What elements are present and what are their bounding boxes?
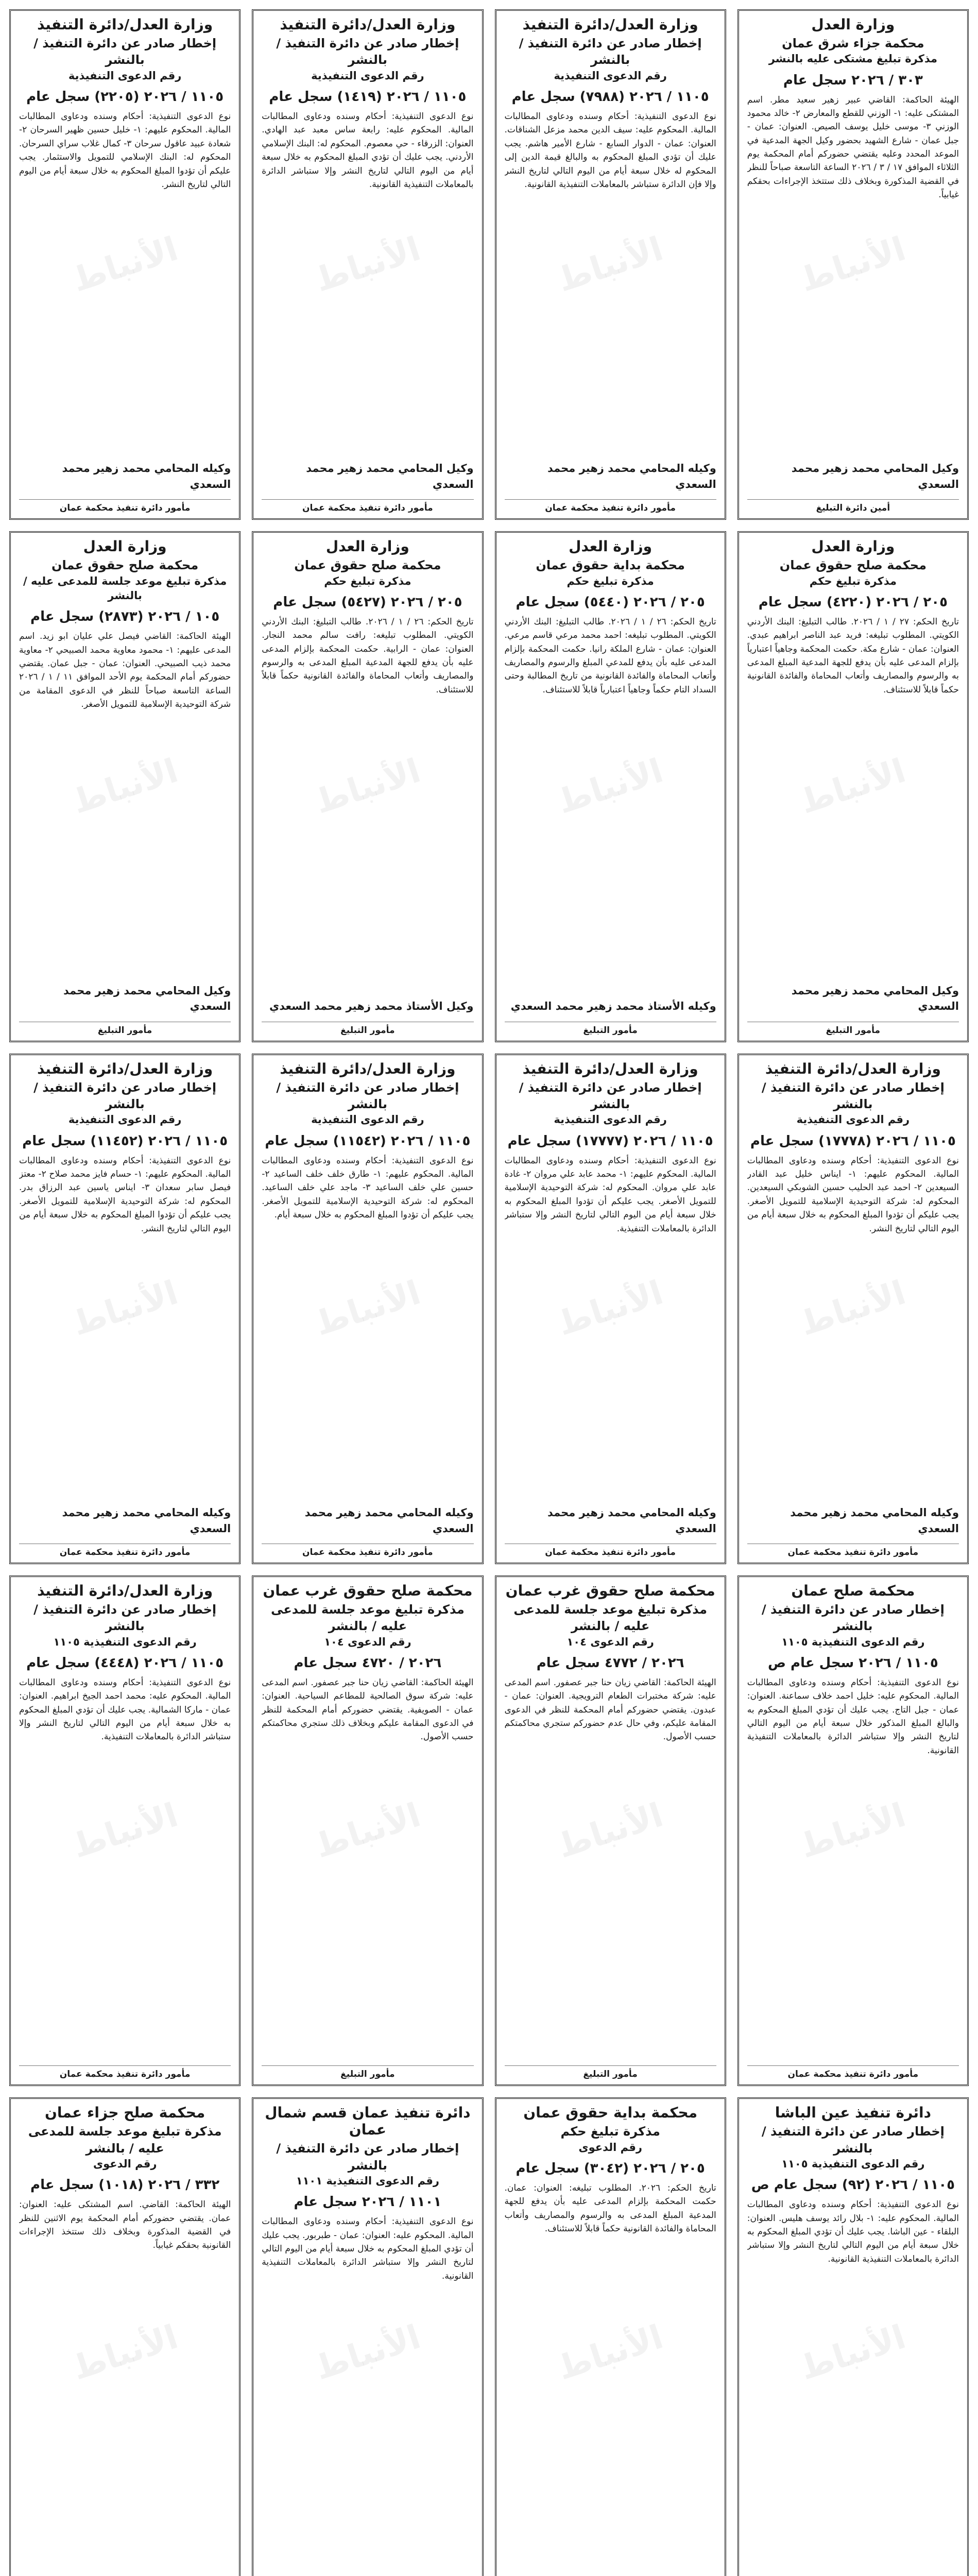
signature-line: مأمور التبليغ [505,2065,716,2079]
case-number: ٣٣٢ / ٢٠٢٦ (١٠١٨) سجل عام [30,2177,220,2193]
signature-line: مأمور دائرة تنفيذ محكمة عمان [262,499,473,513]
legal-notice [737,9,969,520]
notice-type: رقم الدعوى التنفيذية [554,1113,667,1126]
notice-type: رقم الدعوى ١٠٤ [324,1635,411,1648]
legal-notice [737,531,969,1042]
legal-notice [495,1575,726,2086]
signature-line: مأمور دائرة تنفيذ محكمة عمان [19,1544,231,1557]
issuing-authority: مذكرة تبليغ موعد جلسة للمدعى عليه / بالنشر [271,1602,465,1634]
ministry-heading: دائرة تنفيذ عمان قسم شمال عمان [265,2104,471,2139]
newspaper-watermark: الأنباط [310,2318,425,2388]
issuing-authority: إخطار صادر عن دائرة التنفيذ / بالنشر [33,36,217,67]
attorney-line: وكيله المحامي محمد زهير محمد السعدي [790,1506,959,1535]
notice-body: نوع الدعوى التنفيذية: أحكام وسنده ودعاوى المطالبات المالية. المحكوم عليه: سيف الدين محمد مزعل الشناقات. العنوان: عمان - الدوار السابع - شارع الأمير هاشم. يجب عليك أن تؤدي المبلغ المحكوم به والبالغ قيمة الدين إلى المحكوم له خلال سبعة أيام من اليوم التالي لتاريخ النشر وإلا فإن الدائرة ستباشر بالمعاملات التنفيذية القانونية. [504,111,716,190]
signature-line: مأمور دائرة تنفيذ محكمة عمان [19,499,231,513]
notice-type: مذكرة تبليغ مشتكى عليه بالنشر [768,53,938,65]
notice-type: رقم الدعوى التنفيذية [68,69,182,82]
notice-type: رقم الدعوى التنفيذية [554,69,667,82]
legal-notice [252,531,483,1042]
attorney-line: وكيله الأستاذ محمد زهير محمد السعدي [510,1000,716,1013]
ministry-heading: وزارة العدل/دائرة التنفيذ [37,16,213,33]
attorney-line: وكيل المحامي محمد زهير محمد السعدي [791,984,959,1013]
case-number: ١٠٥ / ٢٠٢٦ (٢٨٧٣) سجل عام [30,609,220,625]
ministry-heading: وزارة العدل/دائرة التنفيذ [522,16,698,33]
notice-type: رقم الدعوى التنفيذية [311,69,424,82]
issuing-authority: إخطار صادر عن دائرة التنفيذ / بالنشر [33,1080,217,1112]
newspaper-watermark: الأنباط [310,1795,425,1866]
legal-notice [9,1575,241,2086]
signature-line: أمين دائرة التبليغ [747,499,959,513]
notice-body: نوع الدعوى التنفيذية: أحكام وسنده ودعاوى المطالبات المالية. المحكوم عليهم: ١- ايناس خليل عبد القادر السيعدين ٢- احمد عبد الحليب حسين الشوبكي السيعدين. المحكوم له: شركة التوحيدية الإسلامية للتمويل الأصغر. يجب عليكم أن تؤدوا المبلغ المحكوم به خلال سبعة أيام من اليوم التالي لتاريخ النشر. [747,1155,959,1234]
legal-notice [495,9,726,520]
notice-body: الهيئة الحاكمة: القاضي فيصل علي عليان ابو زيد. اسم المدعى عليهم: ١- محمود معاوية محمد الصبيحي ٢- معاوية محمد ذيب الصبيحي. العنوان: عمان - جبل عمان. يقتضي حضوركم أمام المحكمة يوم الأحد الموافق ١١ / ١ / ٢٠٢٦ الساعة التاسعة صباحاً للنظر في الدعوى المقامة من شركة التوحيدية الإسلامية للتمويل الأصغر. [19,631,231,710]
newspaper-watermark: الأنباط [310,229,425,300]
case-number: ١١٠٥ / ٢٠٢٦ (٢٢٠٥) سجل عام [26,89,224,105]
legal-notice [737,1054,969,1564]
attorney-line: وكيله المحامي محمد زهير محمد السعدي [62,462,231,490]
newspaper-watermark: الأنباط [310,1274,425,1344]
signature-line: مأمور دائرة تنفيذ محكمة عمان [747,1544,959,1557]
issuing-authority: محكمة صلح حقوق عمان [294,558,441,573]
ministry-heading: محكمة صلح حقوق غرب عمان [505,1582,715,1599]
notice-body: تاريخ الحكم: ٢٠٢٦. المطلوب تبليغه: العنوان: عمان. حكمت المحكمة بإلزام المدعى عليه بأن يدفع للجهة المدعية المبلغ المدعى به والرسوم والمصاريف وأتعاب المحاماة والفائدة القانونية حكماً قابلاً للاستئناف. [504,2183,716,2234]
legal-notice [252,1054,483,1564]
notice-body: الهيئة الحاكمة: القاضي. اسم المشتكى عليه: العنوان: عمان. يقتضي حضوركم أمام المحكمة يوم الاثنين للنظر في القضية المذكورة وبخلاف ذلك ستتخذ الإجراءات القانونية بحقكم غيابياً. [19,2199,231,2251]
attorney-line: وكيل المحامي محمد زهير محمد السعدي [306,462,474,490]
notice-type: رقم الدعوى التنفيذية [311,1113,424,1126]
legal-notice [9,531,241,1042]
legal-notice [737,2097,969,2576]
notice-type: رقم الدعوى [578,2141,642,2154]
legal-notice [9,2097,241,2576]
notice-type: رقم الدعوى التنفيذية [68,1113,182,1126]
legal-notice [737,1575,969,2086]
notice-body: نوع الدعوى التنفيذية: أحكام وسنده ودعاوى المطالبات المالية. المحكوم عليهم: ١- محمد عابد علي مروان ٢- غادة عابد علي مروان. المحكوم له: شركة التوحيدية الإسلامية للتمويل الأصغر. يجب عليكم أن تؤدوا المبلغ المحكوم به خلال سبعة أيام من اليوم التالي لتاريخ النشر وإلا ستباشر الدائرة بالمعاملات التنفيذية. [504,1155,716,1234]
issuing-authority: محكمة جزاء شرق عمان [782,36,924,50]
ministry-heading: وزارة العدل/دائرة التنفيذ [522,1060,698,1077]
notice-type: مذكرة تبليغ موعد جلسة للمدعى عليه / بالنشر [23,574,227,602]
attorney-line: وكيل المحامي محمد زهير محمد السعدي [791,462,959,490]
newspaper-watermark: الأنباط [553,1274,668,1344]
notice-type: رقم الدعوى التنفيذية ١١٠٥ [53,1635,197,1648]
notice-body: الهيئة الحاكمة: القاضي زيان حنا جبر عصفور. اسم المدعى عليه: شركة مختبرات الطعام الترويجية. العنوان: عمان - عبدون. يقتضي حضوركم أمام المحكمة للنظر في الدعوى المقامة عليكم، وفي حال عدم حضوركم ستجري محاكمتكم حسب الأصول. [504,1677,716,1742]
ministry-heading: محكمة صلح حقوق غرب عمان [263,1582,473,1599]
issuing-authority: إخطار صادر عن دائرة التنفيذ / بالنشر [761,1602,945,1634]
attorney-line: وكيله المحامي محمد زهير محمد السعدي [547,462,716,490]
ministry-heading: محكمة بداية حقوق عمان [523,2104,698,2122]
ministry-heading: وزارة العدل [325,538,409,555]
notice-body: الهيئة الحاكمة: القاضي زيان حنا جبر عصفور. اسم المدعى عليه: شركة سوق الصالحية للمطاعم السياحية. العنوان: عمان - الصويفية. يقتضي حضوركم أمام المحكمة للنظر في الدعوى المقامة عليكم وبخلاف ذلك ستجري محاكمتكم حسب الأصول. [262,1677,474,1742]
notice-body: نوع الدعوى التنفيذية: أحكام وسنده ودعاوى المطالبات المالية. المحكوم عليه: خليل احمد خلاف سماعنة. العنوان: عمان - جبل التاج. يجب عليك أن تؤدي المبلغ المحكوم به والبالغ المبلغ المذكور خلال سبعة أيام من اليوم التالي لتاريخ النشر وإلا ستباشر الدائرة بالمعاملات التنفيذية القانونية. [747,1677,959,1756]
signature-line: مأمور التبليغ [747,1022,959,1036]
legal-notice [9,9,241,520]
signature-line: مأمور دائرة تنفيذ محكمة عمان [505,1544,716,1557]
legal-notice [252,9,483,520]
notice-body: نوع الدعوى التنفيذية: أحكام وسنده ودعاوى المطالبات المالية. المحكوم عليه: رابعة ساس معبد عبد الهادي. العنوان: الزرقاء - حي معصوم. المحكوم له: البنك الإسلامي الأردني. يجب عليك أن تؤدي المبلغ المحكوم به خلال سبعة أيام من اليوم التالي لتاريخ النشر وإلا ستباشر الدائرة بالمعاملات التنفيذية القانونية. [262,111,474,190]
notices-grid [9,9,969,2576]
ministry-heading: وزارة العدل/دائرة التنفيذ [765,1060,941,1077]
signature-line: مأمور التبليغ [505,1022,716,1036]
issuing-authority: مذكرة تبليغ حكم [560,2124,660,2139]
case-number: ٢٠٥ / ٢٠٢٦ (٣٠٤٢) سجل عام [516,2161,705,2177]
newspaper-watermark: الأنباط [553,752,668,822]
issuing-authority: إخطار صادر عن دائرة التنفيذ / بالنشر [33,1602,217,1634]
issuing-authority: إخطار صادر عن دائرة التنفيذ / بالنشر [519,36,702,67]
case-number: ١١٠٥ / ٢٠٢٦ (١١٥٤٢) سجل عام [265,1133,471,1149]
signature-line: مأمور دائرة تنفيذ محكمة عمان [505,499,716,513]
ministry-heading: محكمة صلح جزاء عمان [44,2104,205,2122]
newspaper-watermark: الأنباط [795,1795,911,1866]
newspaper-watermark: الأنباط [553,2318,668,2388]
case-number: ١١٠١ / ٢٠٢٦ سجل عام [294,2194,442,2210]
notice-body: نوع الدعوى التنفيذية: أحكام وسنده ودعاوى المطالبات المالية. المحكوم عليهم: ١- طارق خلف خلف الساعيد ٢- حسين علي خلف الساعيد ٣- ماجد علي خلف الساعيد. المحكوم له: شركة التوحيدية الإسلامية للتمويل الأصغر. يجب عليكم أن تؤدوا المبلغ المحكوم به خلال سبعة أيام. [262,1155,474,1221]
notice-type: رقم الدعوى التنفيذية [796,1113,910,1126]
case-number: ٢٠٢٦ / ٤٧٧٢ سجل عام [536,1655,684,1671]
ministry-heading: وزارة العدل [811,538,895,555]
issuing-authority: إخطار صادر عن دائرة التنفيذ / بالنشر [276,2141,459,2173]
ministry-heading: محكمة صلح عمان [791,1582,915,1599]
notice-type: رقم الدعوى التنفيذية ١١٠٥ [781,1635,925,1648]
newspaper-watermark: الأنباط [67,1795,183,1866]
ministry-heading: وزارة العدل [811,16,895,33]
legal-notice [495,1054,726,1564]
issuing-authority: إخطار صادر عن دائرة التنفيذ / بالنشر [761,1080,945,1112]
newspaper-watermark: الأنباط [67,1274,183,1344]
case-number: ١١٠٥ / ٢٠٢٦ (٧٩٨٨) سجل عام [511,89,709,105]
newspaper-watermark: الأنباط [67,752,183,822]
issuing-authority: إخطار صادر عن دائرة التنفيذ / بالنشر [276,36,459,67]
newspaper-watermark: الأنباط [553,1795,668,1866]
notice-body: نوع الدعوى التنفيذية: أحكام وسنده ودعاوى المطالبات المالية. المحكوم عليه: العنوان: عمان - طبربور. يجب عليك أن تؤدي المبلغ المحكوم به خلال سبعة أيام من اليوم التالي لتاريخ النشر وإلا ستباشر الدائرة بالمعاملات التنفيذية القانونية. [262,2216,474,2281]
newspaper-watermark: الأنباط [795,229,911,300]
newspaper-watermark: الأنباط [553,229,668,300]
notice-type: رقم الدعوى ١٠٤ [567,1635,654,1648]
newspaper-watermark: الأنباط [795,2318,911,2388]
case-number: ١١٠٥ / ٢٠٢٦ (٩٢) سجل عام ص [751,2177,955,2193]
legal-notice [495,531,726,1042]
notice-body: تاريخ الحكم: ٢٧ / ١ / ٢٠٢٦. طالب التبليغ: البنك الأردني الكويتي. المطلوب تبليغه: فريد عبد الناصر ابراهيم عبدي. العنوان: عمان - شارع مكة. حكمت المحكمة وجاهياً اعتبارياً بإلزام المدعى عليه بأن يدفع للجهة المدعية المبلغ المدعى به والرسوم والمصاريف وأتعاب المحاماة والفائدة القانونية حكماً قابلاً للاستئناف. [747,617,959,695]
notice-body: نوع الدعوى التنفيذية: أحكام وسنده ودعاوى المطالبات المالية. المحكوم عليه: ١- بلال رائد يوسف هليس. العنوان: البلقاء - عين الباشا. يجب عليك أن تؤدي المبلغ المحكوم به خلال سبعة أيام من اليوم التالي لتاريخ النشر وإلا ستباشر الدائرة بالمعاملات التنفيذية القانونية. [747,2199,959,2264]
issuing-authority: محكمة بداية حقوق عمان [536,558,685,573]
notice-type: مذكرة تبليغ حكم [809,574,897,587]
notice-body: نوع الدعوى التنفيذية: أحكام وسنده ودعاوى المطالبات المالية. المحكوم عليه: محمد احمد الجيخ ابراهيم. العنوان: عمان - ماركا الشمالية. يجب عليك أن تؤدي المبلغ المحكوم به خلال سبعة أيام من اليوم التالي لتاريخ النشر وإلا ستباشر الدائرة بالمعاملات التنفيذية. [19,1677,231,1742]
notice-body: الهيئة الحاكمة: القاضي عبير زهير سعيد مطر. اسم المشتكى عليه: ١- الوزني للقطع والمعارض ٢- خالد محمود الوزني ٣- موسى خليل يوسف الصيص. العنوان: عمان - جبل عمان - شارع الشهيد بحضور وكيل الجهة المدعية في الموعد المحدد وعليه يقتضي حضوركم أمام المحكمة يوم الثلاثاء الموافق ١٧ / ٣ / ٢٠٢٦ الساعة التاسعة صباحاً للنظر في القضية المذكورة وبخلاف ذلك ستتخذ الإجراءات بحقكم غيابياً. [747,94,959,200]
case-number: ١١٠٥ / ٢٠٢٦ سجل عام ص [767,1655,938,1671]
attorney-line: وكيله المحامي محمد زهير محمد السعدي [547,1506,716,1535]
ministry-heading: وزارة العدل/دائرة التنفيذ [280,1060,456,1077]
signature-line: مأمور التبليغ [19,1022,231,1036]
legal-notice [9,1054,241,1564]
newspaper-watermark: الأنباط [795,1274,911,1344]
ministry-heading: دائرة تنفيذ عين الباشا [775,2104,931,2122]
signature-line: مأمور دائرة تنفيذ محكمة عمان [19,2065,231,2079]
notice-type: مذكرة تبليغ حكم [324,574,411,587]
case-number: ٢٠٢٦ / ٤٧٢٠ سجل عام [294,1655,442,1671]
case-number: ١١٠٥ / ٢٠٢٦ (١٧٧٧٨) سجل عام [750,1133,956,1149]
legal-notice [252,2097,483,2576]
issuing-authority: إخطار صادر عن دائرة التنفيذ / بالنشر [761,2124,945,2156]
newspaper-watermark: الأنباط [67,2318,183,2388]
case-number: ١١٠٥ / ٢٠٢٦ (١١٤٥٢) سجل عام [22,1133,228,1149]
notice-body: نوع الدعوى التنفيذية: أحكام وسنده ودعاوى المطالبات المالية. المحكوم عليهم: ١- خليل حسين ظهير السرحان ٢- شعادة عبيد عاقول سرحان ٣- كمال غلاب سراي السرحان. المحكوم له: البنك الإسلامي للتمويل والاستثمار. يجب عليكم أن تؤدوا المبلغ المحكوم به خلال سبعة أيام من اليوم التالي لتاريخ النشر. [19,111,231,190]
signature-line: مأمور دائرة تنفيذ محكمة عمان [747,2065,959,2079]
signature-line: مأمور التبليغ [262,1022,473,1036]
issuing-authority: محكمة صلح حقوق عمان [52,558,199,573]
ministry-heading: وزارة العدل/دائرة التنفيذ [37,1582,213,1599]
notice-type: رقم الدعوى التنفيذية ١١٠٥ [781,2158,925,2171]
issuing-authority: إخطار صادر عن دائرة التنفيذ / بالنشر [276,1080,459,1112]
case-number: ١١٠٥ / ٢٠٢٦ (١٧٧٧٧) سجل عام [507,1133,713,1149]
newspaper-watermark: الأنباط [310,752,425,822]
notice-body: نوع الدعوى التنفيذية: أحكام وسنده ودعاوى المطالبات المالية. المحكوم عليهم: ١- حسام فايز محمد صلاح ٢- معتز فيصل سابر سعدان ٣- ايناس ياسين عبد الرزاق بدر. المحكوم له: شركة التوحيدية الإسلامية للتمويل الأصغر. يجب عليكم أن تؤدوا المبلغ المحكوم به خلال سبعة أيام من اليوم التالي لتاريخ النشر. [19,1155,231,1234]
legal-notice [252,1575,483,2086]
newspaper-watermark: الأنباط [795,752,911,822]
issuing-authority: محكمة صلح حقوق عمان [779,558,926,573]
legal-notice [495,2097,726,2576]
newspaper-watermark: الأنباط [67,229,183,300]
attorney-line: وكيل المحامي محمد زهير محمد السعدي [63,984,231,1013]
issuing-authority: إخطار صادر عن دائرة التنفيذ / بالنشر [519,1080,702,1112]
case-number: ١١٠٥ / ٢٠٢٦ (١٤١٩) سجل عام [269,89,467,105]
attorney-line: وكيله المحامي محمد زهير محمد السعدي [304,1506,474,1535]
attorney-line: وكيل الأستاذ محمد زهير محمد السعدي [269,1000,474,1013]
notice-type: رقم الدعوى التنفيذية ١١٠١ [296,2175,439,2188]
issuing-authority: مذكرة تبليغ موعد جلسة للمدعى عليه / بالنشر [513,1602,707,1634]
issuing-authority: مذكرة تبليغ موعد جلسة للمدعى عليه / بالنشر [28,2124,222,2156]
signature-line: مأمور دائرة تنفيذ محكمة عمان [262,1544,473,1557]
case-number: ٣٠٣ / ٢٠٢٦ سجل عام [783,72,923,88]
signature-line: مأمور التبليغ [262,2065,473,2079]
case-number: ٢٠٥ / ٢٠٢٦ (٤٢٢٠) سجل عام [758,595,948,611]
ministry-heading: وزارة العدل [83,538,167,555]
notice-type: رقم الدعوى [93,2158,157,2171]
notice-body: تاريخ الحكم: ٢٦ / ١ / ٢٠٢٦. طالب التبليغ: البنك الأردني الكويتي. المطلوب تبليغه: احمد محمد مرعي قاسم مرعي. العنوان: عمان - شارع الملكة رانيا. حكمت المحكمة بإلزام المدعى عليه بأن يدفع للمدعي المبلغ والرسوم والمصاريف وأتعاب المحاماة والفائدة القانونية من تاريخ المطالبة وحتى السداد التام حكماً وجاهياً اعتبارياً قابلاً للاستئناف. [504,617,716,695]
case-number: ١١٠٥ / ٢٠٢٦ (٤٤٤٨) سجل عام [26,1655,224,1671]
notice-type: مذكرة تبليغ حكم [567,574,654,587]
ministry-heading: وزارة العدل/دائرة التنفيذ [37,1060,213,1077]
notice-body: تاريخ الحكم: ٢٦ / ١ / ٢٠٢٦. طالب التبليغ: البنك الأردني الكويتي. المطلوب تبليغه: رافت سالم محمد النجار. العنوان: عمان - الرابية. حكمت المحكمة بإلزام المدعى عليه بأن يدفع للجهة المدعية المبلغ المدعى به والرسوم والمصاريف وأتعاب المحاماة والفائدة القانونية حكماً قابلاً للاستئناف. [262,617,474,695]
ministry-heading: وزارة العدل/دائرة التنفيذ [280,16,456,33]
ministry-heading: وزارة العدل [569,538,653,555]
attorney-line: وكيله المحامي محمد زهير محمد السعدي [62,1506,231,1535]
case-number: ٢٠٥ / ٢٠٢٦ (٥٤٤٠) سجل عام [516,595,705,611]
case-number: ٢٠٥ / ٢٠٢٦ (٥٤٢٧) سجل عام [273,595,462,611]
